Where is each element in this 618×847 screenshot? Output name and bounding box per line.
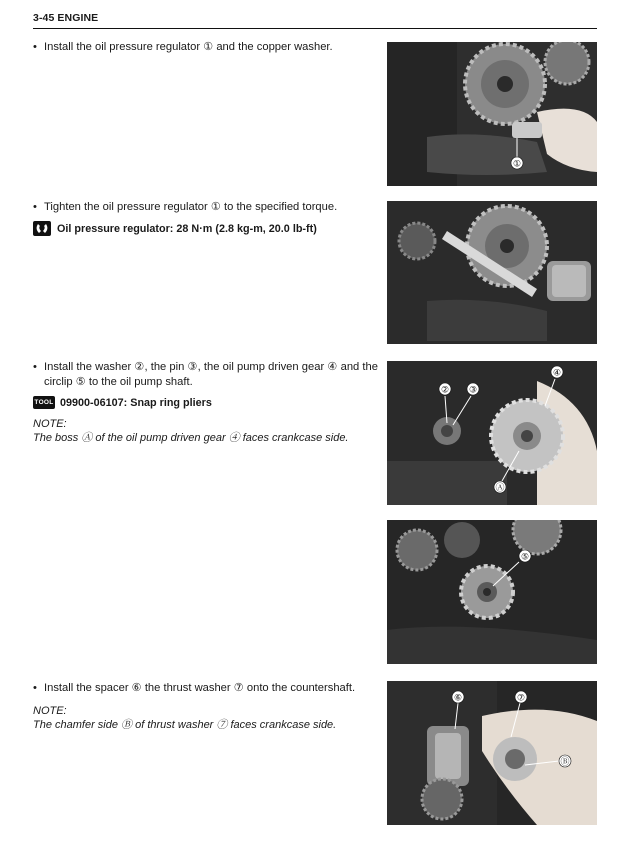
step-install-regulator [33,40,378,55]
callout-label: ② [440,385,450,396]
callout-label: ⑦ [516,693,526,704]
torque-wrench-icon [33,221,51,236]
photo-circlip [387,520,597,664]
photo-regulator-install [387,42,597,186]
photo-regulator-torque [387,201,597,344]
callout-label: ③ [468,385,478,396]
bullet: • [33,201,37,213]
tool-icon: TOOL [33,396,55,409]
note-text: The boss Ⓐ of the oil pump driven gear ④ faces crankcase side. [33,432,349,444]
callout-label: ⑤ [520,552,530,563]
step-install-spacer [33,681,378,733]
note-label: NOTE: [33,418,67,430]
callout-label: Ⓑ [560,757,570,768]
photo-spacer-washer [387,681,597,825]
step-text: Install the spacer ⑥ the thrust washer ⑦ onto the countershaft. [44,682,356,694]
step-text: Tighten the oil pressure regulator ① to the specified torque. [44,201,338,213]
torque-spec [33,221,378,236]
step-text: Install the washer ②, the pin ③, the oil pump driven gear ④ and the circlip ⑤ to the oil pump shaft. [44,361,378,388]
special-tool-text: 09900-06107: Snap ring pliers [60,396,212,409]
special-tool [33,396,378,409]
note-text: The chamfer side Ⓑ of thrust washer ⑦ faces crankcase side. [33,719,337,731]
page-header [33,8,597,29]
bullet: • [33,41,37,53]
photo-driven-gear [387,361,597,505]
note-label: NOTE: [33,705,67,717]
callout-label: Ⓐ [495,483,505,494]
callout-label: ① [512,159,522,170]
bullet: • [33,361,37,373]
step-install-driven-gear [33,360,378,446]
callout-label: ⑥ [453,693,463,704]
step-tighten-regulator [33,200,378,236]
callout-label: ④ [552,368,562,379]
page-title: 3-45 ENGINE [33,12,99,24]
torque-spec-text: Oil pressure regulator: 28 N·m (2.8 kg-m, 20.0 lb-ft) [57,222,317,235]
step-text: Install the oil pressure regulator ① and the copper washer. [44,41,333,53]
bullet: • [33,682,37,694]
